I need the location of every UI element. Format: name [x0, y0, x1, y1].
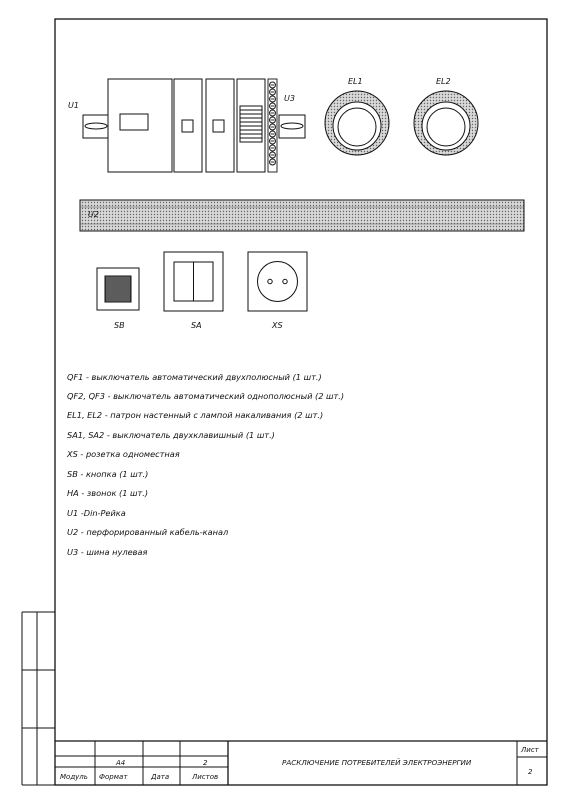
legend-item: HA - звонок (1 шт.) [67, 488, 149, 498]
side-stamp [22, 612, 55, 785]
legend-item: SB - кнопка (1 шт.) [67, 469, 149, 479]
stamp-sheets-value: 2 [203, 759, 208, 767]
legend-item: U2 - перфорированный кабель-канал [67, 527, 229, 537]
legend-item: QF2, QF3 - выключатель автоматический однополюсный (2 шт.) [67, 391, 345, 401]
breaker-qf2 [174, 79, 202, 172]
stamp-col-date: Дата [151, 773, 170, 781]
din-rail-u1 [83, 115, 109, 138]
lamp-el2 [414, 91, 478, 155]
label-xs: XS [272, 321, 283, 330]
label-el1: EL1 [348, 77, 363, 86]
stamp-sheet-label: Лист [521, 746, 539, 754]
legend-item: XS - розетка одноместная [67, 449, 180, 459]
label-sb: SB [114, 321, 125, 330]
label-el2: EL2 [436, 77, 451, 86]
stamp-sheet-number: 2 [528, 768, 533, 776]
socket-xs [248, 252, 307, 311]
legend-item: QF1 - выключатель автоматический двухполюсный (1 шт.) [67, 372, 322, 382]
cable-channel-u2 [80, 200, 524, 231]
neutral-bus-u3 [268, 79, 277, 172]
legend-item: U3 - шина нулевая [67, 547, 148, 557]
breaker-qf3 [206, 79, 234, 172]
breaker-qf1 [108, 79, 172, 172]
stamp-col-sheets: Листов [192, 773, 219, 781]
legend-item: EL1, EL2 - патрон настенный с лампой накаливания (2 шт.) [67, 410, 324, 420]
stamp-col-module: Модуль [60, 773, 88, 781]
button-sb [97, 268, 139, 310]
legend-item: U1 -Din-Рейка [67, 508, 126, 518]
label-u3: U3 [284, 94, 295, 103]
legend [66, 372, 344, 557]
lamp-el1 [325, 91, 389, 155]
stamp-title: РАСКЛЮЧЕНИЕ ПОТРЕБИТЕЛЕЙ ЭЛЕКТРОЭНЕРГИИ [282, 758, 472, 767]
label-u1: U1 [68, 101, 79, 110]
label-sa: SA [191, 321, 202, 330]
legend-item: SA1, SA2 - выключатель двухклавишный (1 шт.) [67, 430, 275, 440]
switch-sa [164, 252, 223, 311]
din-rail-right-end [279, 115, 305, 138]
stamp-format-value: A4 [116, 759, 126, 767]
label-u2: U2 [88, 210, 99, 219]
bell-ha [237, 79, 265, 172]
stamp-col-format: Формат [99, 773, 128, 781]
